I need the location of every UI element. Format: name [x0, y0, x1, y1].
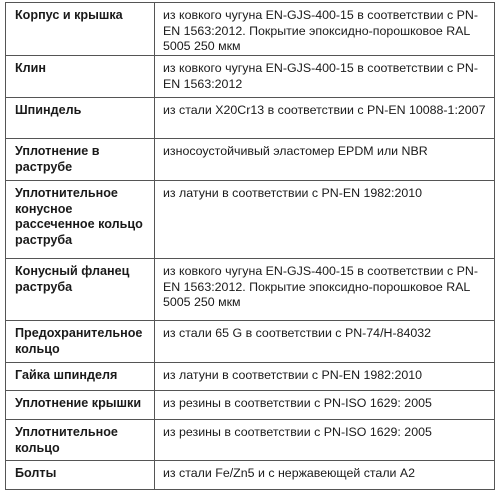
- part-name: Уплотнение крышки: [6, 391, 155, 420]
- table-row: [6, 181, 495, 259]
- part-name: Клин: [6, 56, 155, 98]
- part-name: Уплотнение в раструбе: [6, 139, 155, 181]
- table-row: [6, 3, 495, 56]
- table-row: [6, 56, 495, 98]
- part-name: Гайка шпинделя: [6, 363, 155, 391]
- part-name: Конусный фланец раструба: [6, 259, 155, 321]
- material-spec: из стали 65 G в соответствии с PN-74/H-84032: [155, 321, 495, 363]
- material-spec: из латуни в соответствии с PN-EN 1982:2010: [155, 181, 495, 259]
- table-row: [6, 363, 495, 391]
- part-name: Уплотнительное кольцо: [6, 420, 155, 461]
- materials-table: [5, 2, 495, 490]
- part-name: Болты: [6, 461, 155, 490]
- part-name: Уплотнительное конусное рассеченное кольцо раструба: [6, 181, 155, 259]
- material-spec: из ковкого чугуна EN-GJS-400-15 в соответствии с PN-EN 1563:2012. Покрытие эпоксидно-порошковое RAL 5005 250 мкм: [155, 259, 495, 321]
- material-spec: из резины в соответствии с PN-ISO 1629: 2005: [155, 420, 495, 461]
- table-row: [6, 420, 495, 461]
- material-spec: из резины в соответствии с PN-ISO 1629: 2005: [155, 391, 495, 420]
- part-name: Шпиндель: [6, 98, 155, 139]
- part-name: Предохранительное кольцо: [6, 321, 155, 363]
- material-spec: из ковкого чугуна EN-GJS-400-15 в соответствии с PN-EN 1563:2012. Покрытие эпоксидно-порошковое RAL 5005 250 мкм: [155, 3, 495, 56]
- table-row: [6, 321, 495, 363]
- material-spec: из латуни в соответствии с PN-EN 1982:2010: [155, 363, 495, 391]
- table-row: [6, 259, 495, 321]
- material-spec: из стали Fe/Zn5 и с нержавеющей стали A2: [155, 461, 495, 490]
- table-row: [6, 461, 495, 490]
- material-spec: износоустойчивый эластомер EPDM или NBR: [155, 139, 495, 181]
- part-name: Корпус и крышка: [6, 3, 155, 56]
- table-row: [6, 391, 495, 420]
- table-row: [6, 139, 495, 181]
- material-spec: из стали X20Cr13 в соответствии с PN-EN 10088-1:2007: [155, 98, 495, 139]
- table-row: [6, 98, 495, 139]
- material-spec: из ковкого чугуна EN-GJS-400-15 в соответствии с PN-EN 1563:2012: [155, 56, 495, 98]
